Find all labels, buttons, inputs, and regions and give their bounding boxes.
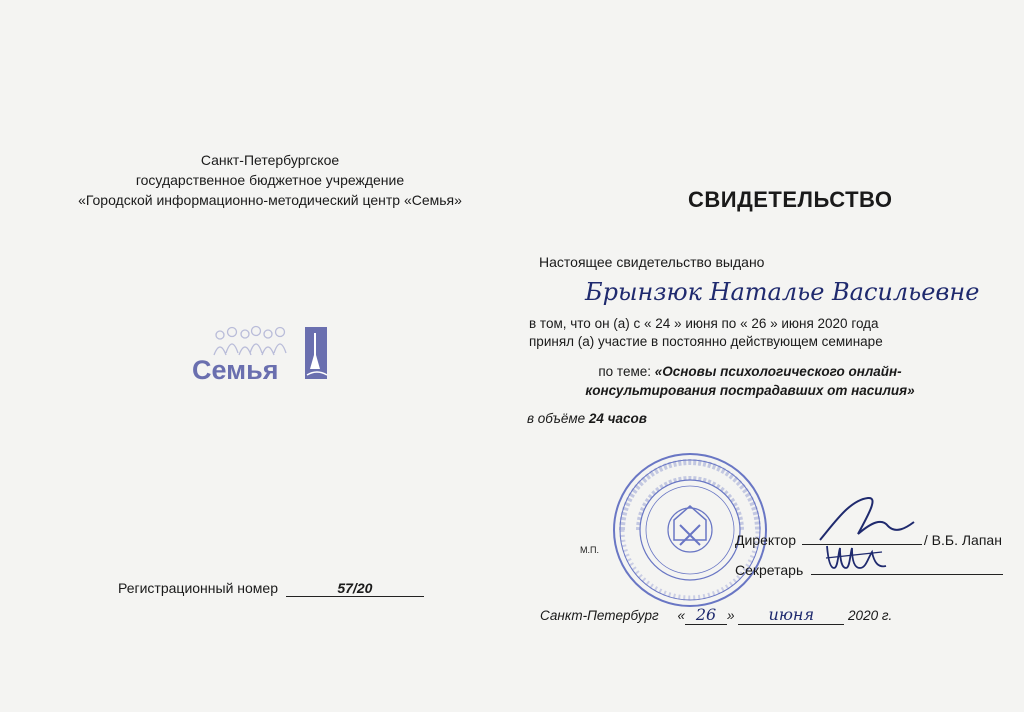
org-line-1: Санкт-Петербургское: [200, 152, 340, 168]
director-label: Директор: [735, 532, 796, 548]
organization-name: [40, 150, 500, 210]
org-line-3: «Городской информационно-методический центр «Семья»: [78, 192, 462, 208]
logo-text: Семья: [192, 355, 279, 385]
city-name: Санкт-Петербург: [540, 608, 659, 623]
date-day: 26: [685, 605, 727, 625]
volume-value: 24 часов: [588, 411, 647, 426]
open-quote: «: [677, 608, 685, 623]
theme-title: «Основы психологического онлайн-консультирования пострадавших от насилия»: [585, 364, 915, 398]
date-month: июня: [738, 605, 844, 625]
dates-text: в том, что он (а) с « 24 » июня по « 26 » июня 2020 года: [529, 316, 879, 331]
seminar-theme: [585, 362, 915, 400]
registration-label: Регистрационный номер: [118, 580, 278, 596]
date-year: 2020 г.: [848, 608, 893, 623]
stamp-place-label: М.П.: [580, 545, 599, 555]
theme-prefix: по теме:: [598, 364, 655, 379]
volume-prefix: в объёме: [527, 411, 589, 426]
issued-text: Настоящее свидетельство выдано: [539, 254, 765, 270]
secretary-signature: [822, 538, 892, 578]
place-and-date: [540, 605, 892, 625]
close-quote: »: [727, 608, 735, 623]
registration-number: [118, 580, 424, 597]
director-name: / В.Б. Лапан: [923, 532, 1002, 548]
certificate-title: СВИДЕТЕЛЬСТВО: [688, 187, 893, 212]
recipient-name: Брынзюк Наталье Васильевне: [585, 278, 980, 306]
participation-text: принял (а) участие в постоянно действующем семинаре: [529, 334, 883, 349]
course-volume: [527, 411, 647, 426]
registration-value: 57/20: [286, 580, 424, 597]
secretary-label: Секретарь: [735, 562, 804, 578]
org-line-2: государственное бюджетное учреждение: [135, 172, 405, 188]
semya-logo: [190, 325, 330, 385]
